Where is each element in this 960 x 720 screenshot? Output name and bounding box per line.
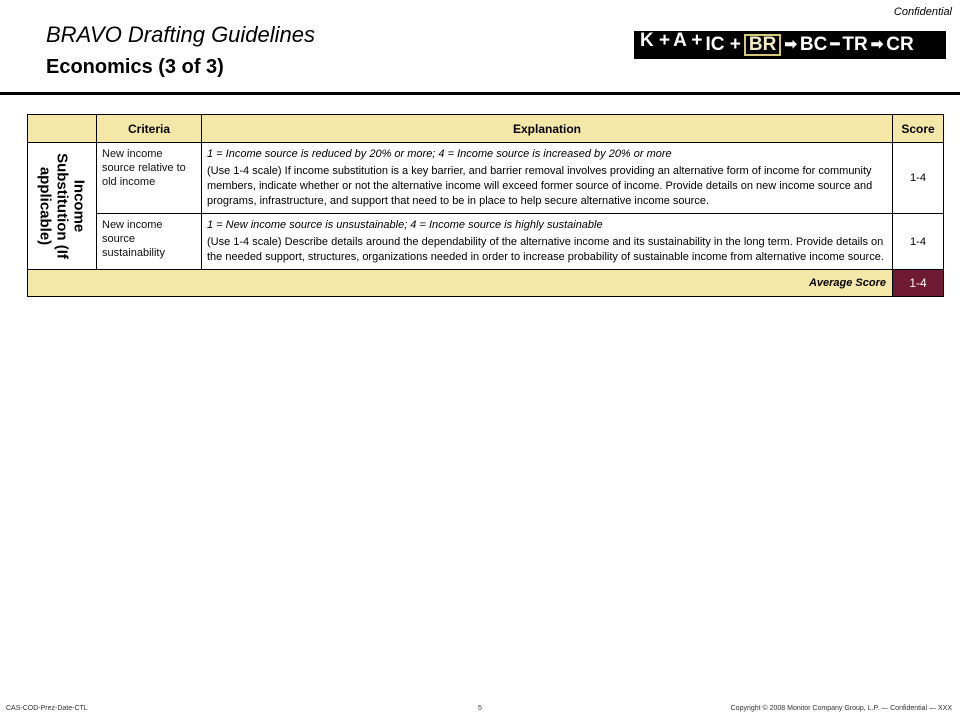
- average-row: [28, 270, 944, 297]
- footer-page-number: 5: [478, 705, 482, 712]
- page-title: BRAVO Drafting Guidelines: [46, 22, 316, 47]
- explanation-detail: (Use 1-4 scale) Describe details around the dependability of the alternative income and its sustainability in the long term. Provide details on the needed support, structures, organizations needed in order to increase probability of sustainable income from alternative income source.: [207, 236, 884, 263]
- score-cell: 1-4: [893, 214, 944, 270]
- explanation-detail: (Use 1-4 scale) If income substitution is a key barrier, and barrier removal involves providing an alternative form of income for community members, indicate whether or not the alternative income will exceed former source of income. Provide details on new income source and programs, infrastructure, and support that need to be in place to help secure alternative income source.: [207, 165, 873, 207]
- logo-token-tr: TR: [842, 34, 868, 55]
- logo-token-k: K +: [640, 30, 671, 51]
- criteria-cell: New income source sustainability: [97, 214, 202, 270]
- header-divider: [0, 92, 960, 95]
- criteria-cell: New income source relative to old income: [97, 143, 202, 214]
- footer-doc-id: CAS-COD-Prez-Date-CTL: [6, 705, 88, 712]
- row-group-line: Income: [70, 179, 88, 233]
- logo-token-ic: IC +: [705, 34, 741, 55]
- explanation-cell: [202, 214, 893, 270]
- table-row: [28, 143, 944, 214]
- corner-cell: [28, 115, 97, 143]
- logo-token-a: A +: [673, 30, 703, 51]
- logo-token-br: BR: [744, 34, 781, 56]
- score-header: Score: [893, 115, 944, 143]
- dash-icon: ━: [830, 36, 840, 53]
- scale-definition: 1 = New income source is unsustainable; 4 = Income source is highly sustainable: [207, 219, 603, 231]
- table-row: [28, 214, 944, 270]
- confidential-label: Confidential: [893, 6, 952, 18]
- score-cell: 1-4: [893, 143, 944, 214]
- criteria-header: Criteria: [97, 115, 202, 143]
- row-group-line: Substitution (If: [53, 153, 71, 259]
- row-group-label: [28, 143, 97, 270]
- average-score-label: Average Score: [28, 270, 893, 297]
- logo-token-cr: CR: [886, 34, 914, 55]
- arrow-right-icon: ➡: [784, 36, 797, 53]
- page-subtitle: Economics (3 of 3): [46, 56, 224, 78]
- guidelines-table: [27, 114, 944, 297]
- footer-copyright: Copyright © 2008 Monitor Company Group, L.P. — Confidential — XXX: [730, 705, 952, 712]
- logo-token-bc: BC: [799, 34, 828, 55]
- table-header-row: [28, 115, 944, 143]
- explanation-cell: [202, 143, 893, 214]
- arrow-right-icon: ➡: [870, 36, 884, 53]
- row-group-line: applicable): [36, 166, 54, 246]
- scale-definition: 1 = Income source is reduced by 20% or more; 4 = Income source is increased by 20% or more: [207, 148, 672, 160]
- explanation-header: Explanation: [202, 115, 893, 143]
- average-score-value: 1-4: [893, 270, 944, 297]
- framework-logo: [634, 31, 946, 59]
